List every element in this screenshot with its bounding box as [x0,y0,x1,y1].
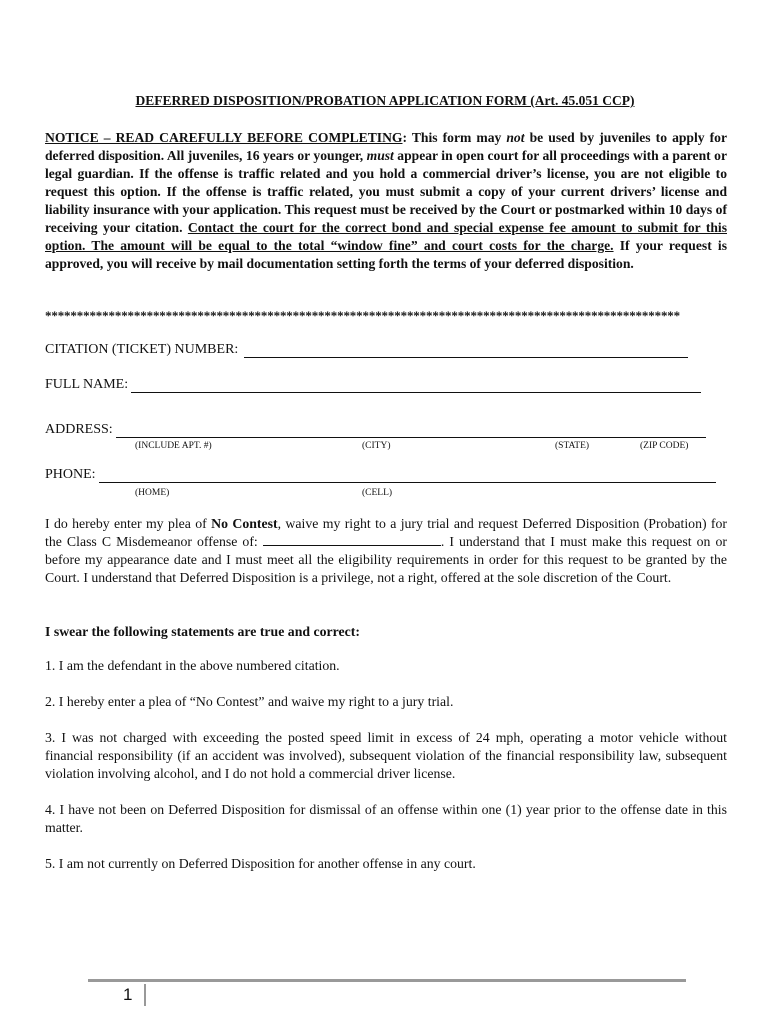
address-field[interactable] [116,423,706,438]
page-number-divider [144,984,146,1006]
statement-2: 2. I hereby enter a plea of “No Contest” and waive my right to a jury trial. [45,694,454,709]
phone-field[interactable] [99,468,716,483]
notice-text-3: appear in open court for all proceedings with a parent or legal guardian. If the offense is traffic related and you hold a commercial driver’s license, you are not eligible to request this option. If the offense is traffic related, you must submit a copy of your current drivers’ license and liability insurance with your application. This request must be received by the Court or postmarked within 10 days of receiving your citation. [45,148,727,235]
swear-heading: I swear the following statements are true and correct: [45,624,360,639]
footer-rule [88,979,686,982]
statement-1: 1. I am the defendant in the above numbered citation. [45,658,340,673]
notice-text-1: : This form may [402,130,507,145]
phone-home-sublabel: (HOME) [135,488,170,498]
plea-text-3: . I understand that I must make this request on or before my appearance date and I must meet all the eligibility requirements in order for this request to be granted by the Court. I understand that Deferred Disposition is a privilege, not a right, offered at the sole discretion of the Court. [45,534,727,585]
plea-no-contest: No Contest [211,516,278,531]
page-number: 1 [123,985,133,1004]
form-title: DEFERRED DISPOSITION/PROBATION APPLICATION FORM (Art. 45.051 CCP) [135,93,635,108]
citation-label: CITATION (TICKET) NUMBER: [45,342,239,357]
notice-not-emphasis: not [506,130,525,145]
address-label: ADDRESS: [45,422,113,437]
full-name-row [45,377,705,393]
notice-text-4: If your request is approved, you will receive by mail documentation setting forth the terms of your deferred disposition. [45,238,727,271]
citation-row [45,342,705,358]
separator-line: **************************************************************************************************** [45,308,681,323]
notice-must-emphasis: must [366,148,394,163]
statement-5: 5. I am not currently on Deferred Disposition for another offense in any court. [45,856,476,871]
address-apt-sublabel: (INCLUDE APT. #) [135,441,212,451]
plea-text-1: I do hereby enter my plea of [45,516,212,531]
notice-text-2: be used by juveniles to apply for deferred disposition. All juveniles, 16 years or younger, [45,130,727,163]
address-state-sublabel: (STATE) [555,441,590,451]
offense-field[interactable] [263,533,441,546]
statement-4: 4. I have not been on Deferred Disposition for dismissal of an offense within one (1) year prior to the offense date in this matter. [45,802,727,835]
phone-row [45,467,720,483]
notice-heading: NOTICE – READ CAREFULLY BEFORE COMPLETING [45,130,403,145]
citation-number-field[interactable] [244,343,688,358]
notice-paragraph [45,129,727,273]
address-row [45,422,715,438]
address-zip-sublabel: (ZIP CODE) [640,441,689,451]
notice-underlined-text: Contact the court for the correct bond and special expense fee amount to submit for this option. The amount will be equal to the total “window fine” and court costs for the charge. [45,220,727,253]
address-city-sublabel: (CITY) [362,441,391,451]
statement-3: 3. I was not charged with exceeding the posted speed limit in excess of 24 mph, operating a motor vehicle without financial responsibility (if an accident was involved), subsequent violation of the financial responsibility law, subsequent violation involving alcohol, and I do not hold a commercial driver license. [45,730,727,781]
phone-label: PHONE: [45,467,96,482]
phone-cell-sublabel: (CELL) [362,488,393,498]
plea-paragraph [45,515,727,587]
full-name-label: FULL NAME: [45,377,129,392]
full-name-field[interactable] [131,378,701,393]
plea-text-2: , waive my right to a jury trial and request Deferred Disposition (Probation) for the Class C Misdemeanor offense of: [45,516,728,549]
